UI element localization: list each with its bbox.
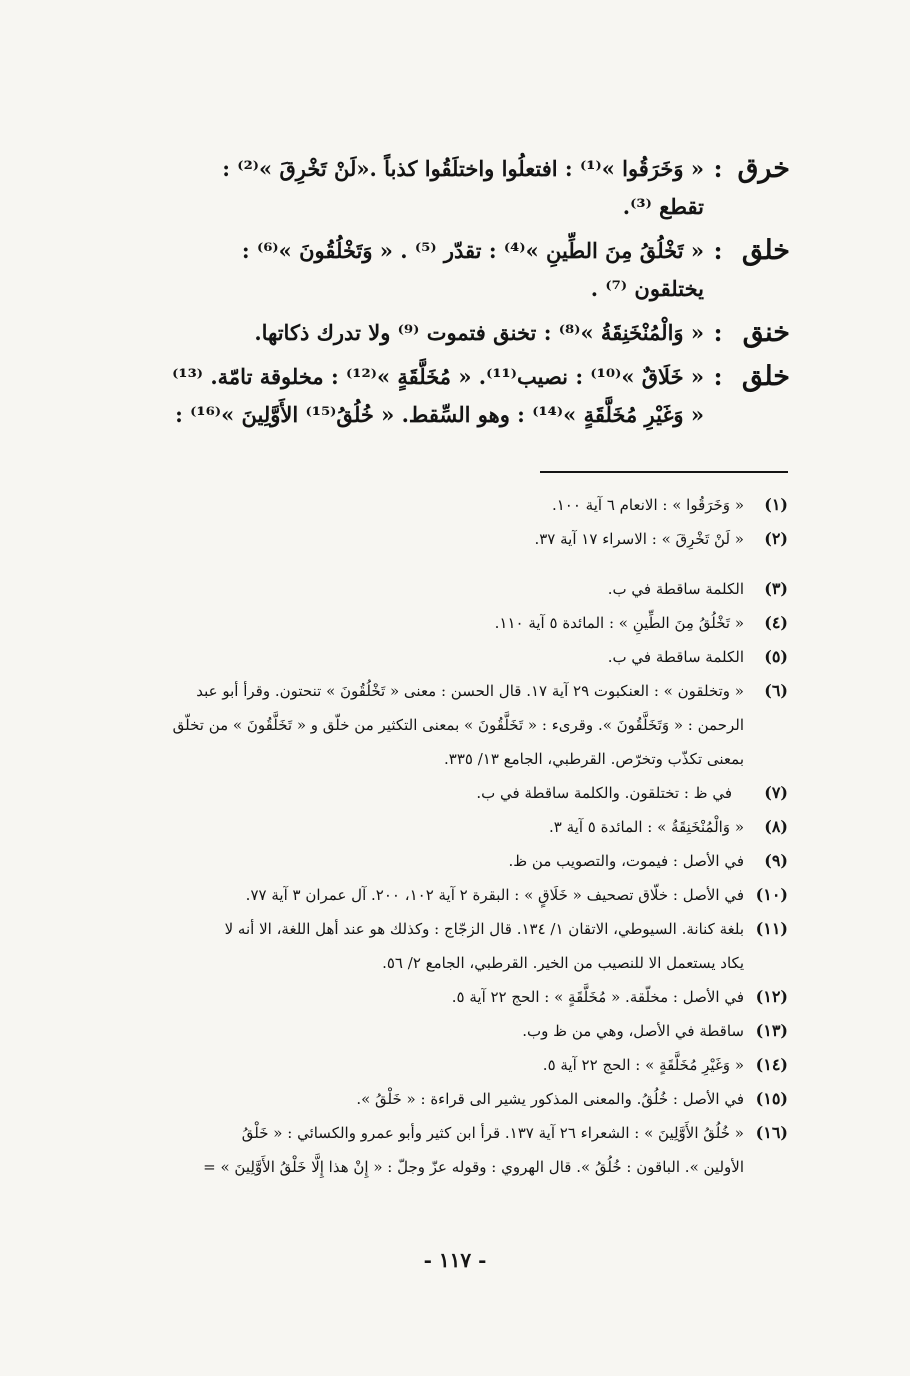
footnote-line: « لَنْ تَخْرِقَ » : الاسراء ١٧ آية ٣٧. bbox=[534, 530, 744, 548]
footnote-number: (٧) bbox=[764, 783, 788, 802]
entry-khalq-2 bbox=[110, 358, 790, 434]
footnote-text bbox=[108, 1048, 744, 1082]
entry-separator: : bbox=[713, 236, 723, 265]
footnote-text bbox=[108, 488, 744, 522]
footnote-5 bbox=[108, 640, 788, 674]
footnote-line: في الأصل : خلّاق تصحيف « خَلَاقٍ » : البقرة ٢ آية ١٠٢، ٢٠٠. آل عمران ٣ آية ٧٧. bbox=[245, 886, 744, 904]
footnote-line: الكلمة ساقطة في ب. bbox=[607, 580, 744, 598]
footnote-16 bbox=[108, 1116, 788, 1184]
footnote-8 bbox=[108, 810, 788, 844]
gloss-line: « خَلَاقٌ »⁽¹⁰⁾ : نصيب⁽¹¹⁾. « مُخَلَّقَةٍ »⁽¹²⁾ : مخلوقة تامّة. ⁽¹³⁾ bbox=[172, 364, 704, 389]
footnote-11 bbox=[108, 912, 788, 980]
entry-khraq bbox=[110, 150, 790, 226]
gloss-line: « وَالْمُنْخَنِقَةُ »⁽⁸⁾ : تخنق فتموت ⁽⁹⁾ ولا تدرك ذكاتها. bbox=[254, 320, 704, 345]
entry-headword: خلق bbox=[741, 235, 790, 266]
footnote-4 bbox=[108, 606, 788, 640]
footnote-number: (٨) bbox=[764, 817, 788, 836]
footnote-line: « وَالْمُنْخَنِقَةُ » : المائدة ٥ آية ٣. bbox=[549, 818, 744, 836]
entry-khalq-1 bbox=[110, 232, 790, 308]
footnote-number: (١٤) bbox=[755, 1055, 788, 1074]
footnote-number: (١٠) bbox=[755, 885, 788, 904]
footnote-number: (١٦) bbox=[755, 1123, 788, 1142]
footnote-3 bbox=[108, 572, 788, 606]
footnote-line: بمعنى تكذّب وتخرّص. القرطبي، الجامع ١٣/ ٣٣٥. bbox=[443, 750, 744, 768]
footnote-line: الرحمن : « وَتَخَلَّقُونَ ». وقرىء : « تَخَلَّقُونَ » بمعنى التكثير من خلّق و « تَخَلَّقُونَ » من تخلّق bbox=[172, 716, 744, 734]
footnote-12 bbox=[108, 980, 788, 1014]
footnote-divider bbox=[540, 471, 788, 473]
footnote-number: (٩) bbox=[764, 851, 788, 870]
footnote-line: ساقطة في الأصل، وهي من ظ وب. bbox=[522, 1022, 744, 1040]
gloss-line: تقطع ⁽³⁾. bbox=[622, 194, 704, 219]
gloss-line: « وَخَرَقُوا »⁽¹⁾ : افتعلُوا واختلَقُوا كذباً .«لَنْ تَخْرِقَ »⁽²⁾ : bbox=[222, 156, 704, 181]
footnote-number: (١) bbox=[764, 495, 788, 514]
footnote-line: الكلمة ساقطة في ب. bbox=[607, 648, 744, 666]
footnote-text bbox=[108, 844, 744, 878]
dictionary-entries bbox=[110, 150, 790, 440]
footnote-text bbox=[108, 606, 744, 640]
footnote-10 bbox=[108, 878, 788, 912]
footnote-number: (١٣) bbox=[755, 1021, 788, 1040]
entry-headword: خلق bbox=[741, 361, 790, 392]
footnote-number: (٦) bbox=[764, 681, 788, 700]
footnote-15 bbox=[108, 1082, 788, 1116]
footnote-2 bbox=[108, 522, 788, 556]
footnote-number: (١٢) bbox=[755, 987, 788, 1006]
entry-gloss bbox=[110, 358, 704, 434]
entry-khanq bbox=[110, 314, 790, 352]
footnote-number: (٤) bbox=[764, 613, 788, 632]
entry-separator: : bbox=[713, 318, 723, 347]
footnote-line: في الأصل : خُلُقُ. والمعنى المذكور يشير الى قراءة : « خَلْقُ ». bbox=[356, 1090, 744, 1108]
footnote-text bbox=[108, 572, 744, 606]
footnote-text bbox=[108, 912, 744, 980]
footnote-text bbox=[108, 1082, 744, 1116]
footnote-line: بلغة كنانة. السيوطي، الاتقان ١/ ١٣٤. قال الزجّاج : وكذلك هو عند أهل اللغة، الا أنه لا bbox=[224, 920, 744, 938]
entry-headword: خرق bbox=[737, 153, 790, 184]
entry-headword: خنق bbox=[742, 317, 790, 348]
footnote-gap bbox=[108, 556, 788, 572]
footnote-line: « خُلُقُ الأَوَّلِينَ » : الشعراء ٢٦ آية ١٣٧. قرأ ابن كثير وأبو عمرو والكسائي : « خَلْقُ bbox=[241, 1124, 744, 1142]
entry-gloss bbox=[110, 232, 704, 308]
gloss-line: « تَخْلُقُ مِنَ الطِّينِ »⁽⁴⁾ : تقدّر ⁽⁵⁾ . « وَتَخْلُقُونَ »⁽⁶⁾ : bbox=[241, 238, 704, 263]
footnote-line: في الأصل : مخلّقة. « مُخَلَّقَةٍ » : الحج ٢٢ آية ٥. bbox=[451, 988, 744, 1006]
footnote-line: في الأصل : فيموت، والتصويب من ظ. bbox=[508, 852, 744, 870]
gloss-line: « وَغَيْرِ مُخَلَّقَةٍ »⁽¹⁴⁾ : وهو السِّقط. « خُلُقُ⁽¹⁵⁾ الأَوَّلِينَ »⁽¹⁶⁾ : bbox=[175, 402, 704, 427]
footnote-text bbox=[108, 1014, 744, 1048]
footnote-text bbox=[108, 640, 744, 674]
footnote-number: (٢) bbox=[764, 529, 788, 548]
footnote-text bbox=[108, 776, 744, 810]
footnote-9 bbox=[108, 844, 788, 878]
entry-gloss bbox=[110, 150, 704, 226]
footnote-number: (١٥) bbox=[755, 1089, 788, 1108]
footnote-text bbox=[108, 878, 744, 912]
footnote-text bbox=[108, 980, 744, 1014]
footnote-text bbox=[108, 522, 744, 556]
footnote-7 bbox=[108, 776, 788, 810]
entry-gloss bbox=[110, 314, 704, 352]
footnote-number: (٥) bbox=[764, 647, 788, 666]
footnote-1 bbox=[108, 488, 788, 522]
entry-separator: : bbox=[713, 154, 723, 183]
entry-separator: : bbox=[713, 362, 723, 391]
footnote-line: في ظ : تختلقون. والكلمة ساقطة في ب. bbox=[476, 784, 732, 802]
footnote-text bbox=[108, 1116, 744, 1184]
footnote-14 bbox=[108, 1048, 788, 1082]
footnotes bbox=[108, 488, 788, 1184]
footnote-number: (١١) bbox=[755, 919, 788, 938]
footnote-line: الأولين ». الباقون : خُلُقُ ». قال الهروي : وقوله عزّ وجلّ : « إِنْ هذا إِلَّا خَلْقُ الأَوَّلِينَ » = bbox=[203, 1158, 744, 1176]
footnote-13 bbox=[108, 1014, 788, 1048]
footnote-line: « تَخْلُقُ مِنَ الطِّينِ » : المائدة ٥ آية ١١٠. bbox=[494, 614, 744, 632]
gloss-line: يختلقون ⁽⁷⁾ . bbox=[590, 276, 704, 301]
footnote-text bbox=[108, 674, 744, 776]
footnote-6 bbox=[108, 674, 788, 776]
footnote-line: « وَخَرَقُوا » : الانعام ٦ آية ١٠٠. bbox=[551, 496, 744, 514]
footnote-line: يكاد يستعمل الا للنصيب من الخير. القرطبي، الجامع ٢/ ٥٦. bbox=[382, 954, 744, 972]
footnote-line: « وتخلقون » : العنكبوت ٢٩ آية ١٧. قال الحسن : معنى « تَخْلُقُونَ » تنحتون. وقرأ أبو عبد bbox=[196, 682, 744, 700]
footnote-number: (٣) bbox=[764, 579, 788, 598]
page-number: - ١١٧ - bbox=[423, 1248, 487, 1272]
footnote-line: « وَغَيْرِ مُخَلَّقَةٍ » : الحج ٢٢ آية ٥. bbox=[542, 1056, 744, 1074]
footnote-text bbox=[108, 810, 744, 844]
